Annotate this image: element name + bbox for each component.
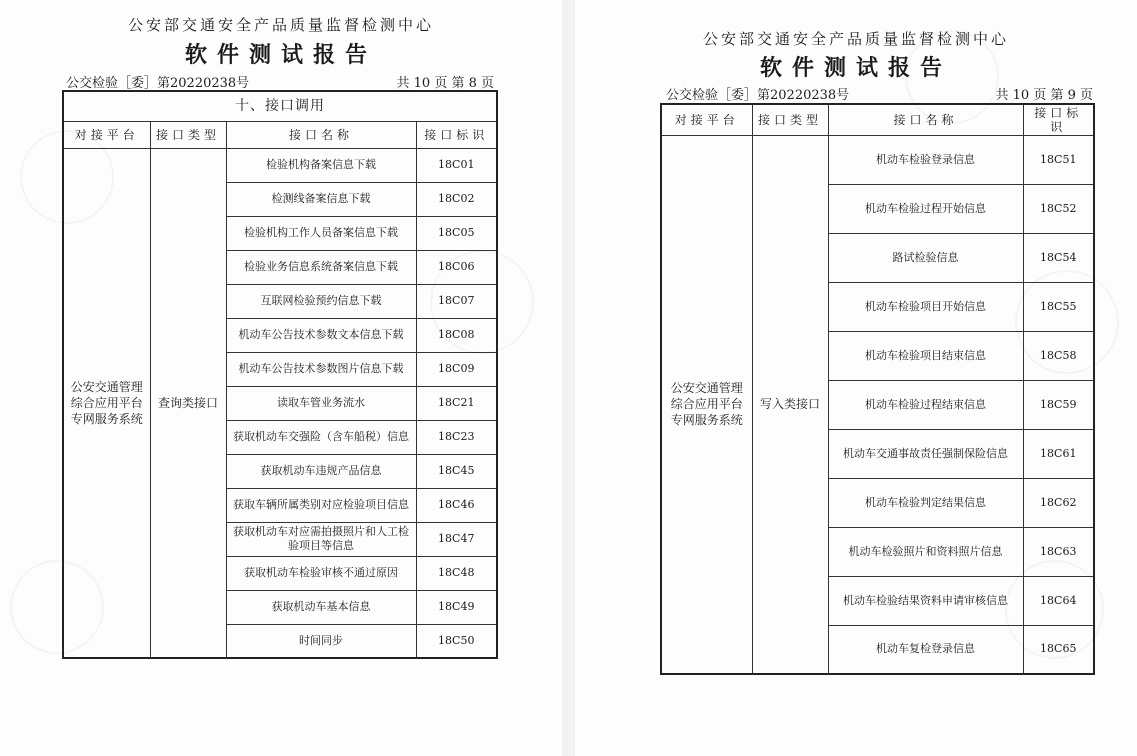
interface-name: 机动车检验项目结束信息 bbox=[828, 331, 1023, 380]
interface-table bbox=[660, 103, 1095, 675]
interface-name: 读取车管业务流水 bbox=[226, 386, 416, 420]
org-name: 公安部交通安全产品质量监督检测中心 bbox=[702, 30, 1009, 48]
interface-code: 18C21 bbox=[416, 386, 497, 420]
interface-code: 18C51 bbox=[1023, 135, 1094, 184]
interface-code: 18C55 bbox=[1023, 282, 1094, 331]
page-gutter bbox=[562, 0, 575, 756]
interface-name: 检验业务信息系统备案信息下载 bbox=[226, 250, 416, 284]
interface-name: 机动车检验过程开始信息 bbox=[828, 184, 1023, 233]
interface-code: 18C64 bbox=[1023, 576, 1094, 625]
interface-name: 获取机动车基本信息 bbox=[226, 590, 416, 624]
interface-code: 18C49 bbox=[416, 590, 497, 624]
interface-name: 时间同步 bbox=[226, 624, 416, 658]
interface-code: 18C62 bbox=[1023, 478, 1094, 527]
interface-code: 18C58 bbox=[1023, 331, 1094, 380]
page-info: 共 10 页 第 9 页 bbox=[995, 88, 1093, 103]
interface-code: 18C05 bbox=[416, 216, 497, 250]
column-header: 接口名称 bbox=[226, 121, 416, 148]
interface-code: 18C59 bbox=[1023, 380, 1094, 429]
table-header-row bbox=[661, 104, 1094, 135]
interface-name: 获取机动车对应需拍摄照片和人工检验项目等信息 bbox=[226, 522, 416, 556]
document-id: 公交检验［委］第20220238号 bbox=[66, 76, 250, 91]
org-name: 公安部交通安全产品质量监督检测中心 bbox=[127, 16, 434, 34]
interface-code: 18C54 bbox=[1023, 233, 1094, 282]
table-row bbox=[661, 135, 1094, 184]
interface-code: 18C46 bbox=[416, 488, 497, 522]
column-header: 接口名称 bbox=[828, 104, 1023, 135]
interface-name: 机动车交通事故责任强制保险信息 bbox=[828, 429, 1023, 478]
column-header: 接口标识 bbox=[1023, 104, 1094, 135]
report-title: 软件测试报告 bbox=[759, 55, 952, 81]
column-header: 接口标识 bbox=[416, 121, 497, 148]
interface-code: 18C47 bbox=[416, 522, 497, 556]
interface-code: 18C01 bbox=[416, 148, 497, 182]
interface-name: 获取机动车检验审核不通过原因 bbox=[226, 556, 416, 590]
interface-code: 18C52 bbox=[1023, 184, 1094, 233]
interface-table bbox=[62, 90, 498, 659]
interface-code: 18C23 bbox=[416, 420, 497, 454]
interface-code: 18C61 bbox=[1023, 429, 1094, 478]
report-title: 软件测试报告 bbox=[184, 42, 377, 68]
interface-name: 机动车公告技术参数图片信息下载 bbox=[226, 352, 416, 386]
interface-name: 机动车检验过程结束信息 bbox=[828, 380, 1023, 429]
interface-type-cell: 写入类接口 bbox=[752, 135, 828, 674]
interface-name: 机动车复检登录信息 bbox=[828, 625, 1023, 674]
interface-name: 获取机动车交强险（含车船税）信息 bbox=[226, 420, 416, 454]
interface-name: 机动车检验结果资料申请审核信息 bbox=[828, 576, 1023, 625]
interface-type-cell: 查询类接口 bbox=[150, 148, 226, 658]
column-header: 对接平台 bbox=[63, 121, 150, 148]
report-page-9 bbox=[575, 0, 1137, 756]
interface-name: 机动车检验登录信息 bbox=[828, 135, 1023, 184]
interface-name: 机动车公告技术参数文本信息下载 bbox=[226, 318, 416, 352]
interface-name: 检测线备案信息下载 bbox=[226, 182, 416, 216]
interface-code: 18C02 bbox=[416, 182, 497, 216]
interface-name: 互联网检验预约信息下载 bbox=[226, 284, 416, 318]
platform-cell: 公安交通管理综合应用平台专网服务系统 bbox=[63, 148, 150, 658]
table-row bbox=[63, 148, 497, 182]
page-info: 共 10 页 第 8 页 bbox=[396, 76, 494, 91]
column-header: 接口类型 bbox=[752, 104, 828, 135]
interface-code: 18C50 bbox=[416, 624, 497, 658]
section-title: 十、接口调用 bbox=[63, 91, 497, 121]
interface-name: 机动车检验项目开始信息 bbox=[828, 282, 1023, 331]
interface-code: 18C09 bbox=[416, 352, 497, 386]
interface-code: 18C08 bbox=[416, 318, 497, 352]
interface-code: 18C06 bbox=[416, 250, 497, 284]
interface-name: 机动车检验判定结果信息 bbox=[828, 478, 1023, 527]
interface-name: 机动车检验照片和资料照片信息 bbox=[828, 527, 1023, 576]
interface-code: 18C45 bbox=[416, 454, 497, 488]
document-id: 公交检验［委］第20220238号 bbox=[666, 88, 850, 103]
interface-code: 18C65 bbox=[1023, 625, 1094, 674]
interface-code: 18C48 bbox=[416, 556, 497, 590]
platform-cell: 公安交通管理综合应用平台专网服务系统 bbox=[661, 135, 752, 674]
interface-code: 18C07 bbox=[416, 284, 497, 318]
column-header: 接口类型 bbox=[150, 121, 226, 148]
table-header-row bbox=[63, 121, 497, 148]
interface-name: 路试检验信息 bbox=[828, 233, 1023, 282]
report-page-8 bbox=[0, 0, 562, 756]
interface-name: 检验机构工作人员备案信息下载 bbox=[226, 216, 416, 250]
interface-name: 检验机构备案信息下载 bbox=[226, 148, 416, 182]
interface-code: 18C63 bbox=[1023, 527, 1094, 576]
interface-name: 获取车辆所属类别对应检验项目信息 bbox=[226, 488, 416, 522]
column-header: 对接平台 bbox=[661, 104, 752, 135]
interface-name: 获取机动车违规产品信息 bbox=[226, 454, 416, 488]
